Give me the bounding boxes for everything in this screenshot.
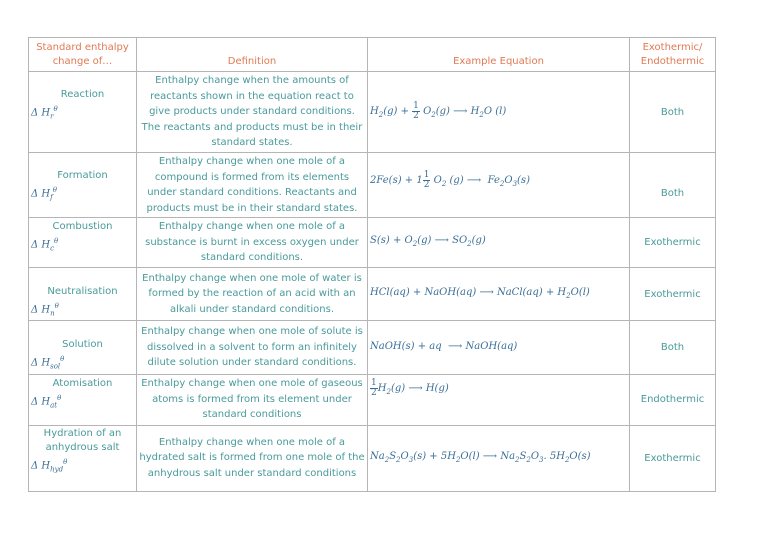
table-row	[29, 218, 716, 268]
row-name: Formation	[57, 170, 108, 181]
row-equation: $\frac{1}{2}$ $H_2(g)$ ⟶ H(g)	[368, 374, 630, 425]
table-row	[29, 374, 716, 425]
row-name-cell	[29, 72, 137, 153]
row-name: Combustion	[52, 221, 113, 232]
row-definition: Enthalpy change when one mole of a compound is formed from its elements under standard conditions. Reactants and products must be in their standard states.	[137, 153, 368, 218]
row-definition: Enthalpy change when one mole of solute is dissolved in a solvent to form an infinitely dilute solution under standard conditions.	[137, 321, 368, 374]
row-definition: Enthalpy change when one mole of a substance is burnt in excess oxygen under standard conditions.	[137, 218, 368, 268]
row-definition: Enthalpy change when the amounts of reactants shown in the equation react to give products under standard conditions. The reactants and products must be in their standard states.	[137, 72, 368, 153]
row-exo: Exothermic	[630, 218, 716, 268]
row-definition: Enthalpy change when one mole of water is formed by the reaction of an acid with an alkali under standard conditions.	[137, 268, 368, 321]
row-name-cell	[29, 153, 137, 218]
row-equation: $S(s) + O_2(g)$ ⟶ $SO_2(g)$	[368, 218, 630, 268]
row-equation: 2Fe(s) + 1 $\frac{1}{2}$ $O_2$ (g) ⟶ $Fe_2O_3(s)$	[368, 153, 630, 218]
table-row	[29, 321, 716, 374]
header-row	[29, 38, 716, 72]
header-definition: Definition	[137, 38, 368, 72]
row-exo: Both	[630, 321, 716, 374]
row-exo: Exothermic	[630, 268, 716, 321]
row-name-cell	[29, 268, 137, 321]
row-equation: HCl(aq) + NaOH(aq) ⟶ NaCl(aq) + $H_2O(l)$	[368, 268, 630, 321]
table-row	[29, 72, 716, 153]
row-definition: Enthalpy change when one mole of a hydrated salt is formed from one mole of the anhydrous salt under standard conditions	[137, 425, 368, 491]
header-name: Standard enthalpy change of…	[29, 38, 137, 72]
row-name: Hydration of an anhydrous salt	[43, 427, 122, 453]
row-equation: $Na_2S_2O_3(s) + 5H_2O(l)$ ⟶ $Na_2S_2O_3$. $5H_2O(s)$	[368, 425, 630, 491]
enthalpy-symbol: Δ $H_{sol}^\theta$	[31, 355, 65, 371]
row-definition: Enthalpy change when one mole of gaseous atoms is formed from its element under standard conditions	[137, 374, 368, 425]
row-exo: Both	[630, 153, 716, 218]
row-name: Neutralisation	[47, 286, 118, 297]
enthalpy-symbol: Δ $H_f^\theta$	[31, 186, 57, 202]
row-exo: Endothermic	[630, 374, 716, 425]
row-exo: Exothermic	[630, 425, 716, 491]
row-name-cell	[29, 321, 137, 374]
row-equation: NaOH(s) + aq ⟶ NaOH(aq)	[368, 321, 630, 374]
table-row	[29, 268, 716, 321]
enthalpy-symbol: Δ $H_c^\theta$	[31, 237, 59, 253]
enthalpy-symbol: Δ $H_{hyd}^\theta$	[31, 457, 68, 473]
table-row	[29, 425, 716, 491]
enthalpy-table	[28, 37, 716, 492]
header-equation: Example Equation	[368, 38, 630, 72]
row-name-cell	[29, 425, 137, 491]
table-row	[29, 153, 716, 218]
row-exo: Both	[630, 72, 716, 153]
row-name-cell	[29, 218, 137, 268]
enthalpy-symbol: Δ $H_r^\theta$	[31, 105, 58, 121]
row-name: Reaction	[60, 89, 105, 100]
row-name-cell	[29, 374, 137, 425]
row-name: Solution	[62, 339, 103, 351]
row-name: Atomisation	[52, 377, 113, 389]
enthalpy-symbol: Δ $H_n^\theta$	[31, 302, 59, 318]
enthalpy-symbol: Δ $H_{at}^\theta$	[31, 393, 62, 409]
header-exo: Exothermic/ Endothermic	[630, 38, 716, 72]
row-equation: $H_2(g)$ + $\frac{1}{2}$ $O_2(g)$ ⟶ $H_2O$ (l)	[368, 72, 630, 153]
